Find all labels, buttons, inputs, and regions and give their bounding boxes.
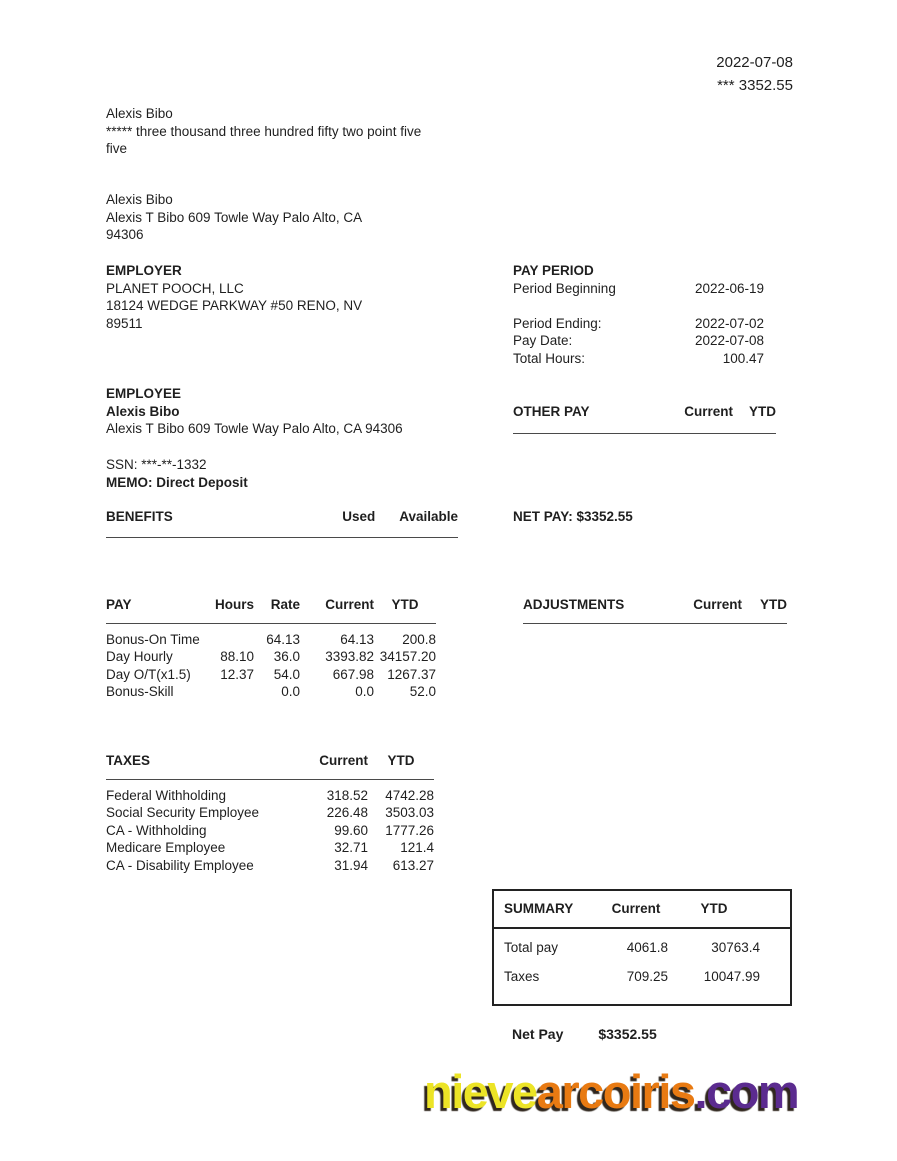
benefits-header <box>106 508 458 538</box>
pay-row <box>106 683 436 701</box>
pay-cell-current: 667.98 <box>332 666 374 682</box>
other-pay-col-ytd: YTD <box>749 404 776 419</box>
pay-cell-name: Bonus-On Time <box>106 631 200 647</box>
taxes-table <box>106 752 434 874</box>
pay-cell-ytd: 34157.20 <box>379 649 436 664</box>
spacer <box>563 1026 598 1044</box>
pay-cell-ytd: 200.8 <box>402 631 436 647</box>
summary-row <box>494 939 790 957</box>
employer-heading: EMPLOYER <box>106 263 182 278</box>
taxes-col-name: TAXES <box>106 753 151 768</box>
watermark-part-arcoiris: arcoiris <box>536 1065 695 1118</box>
taxes-col-current: Current <box>319 753 368 768</box>
summary-cell-ytd: 30763.4 <box>711 939 760 955</box>
tax-cell-current: 99.60 <box>334 822 368 838</box>
pay-col-current: Current <box>325 597 374 612</box>
summary-row <box>494 968 790 986</box>
pay-col-hours: Hours <box>214 597 254 612</box>
tax-cell-current: 226.48 <box>326 805 368 820</box>
net-pay-summary <box>512 1026 657 1044</box>
tax-cell-current: 318.52 <box>326 787 368 803</box>
tax-row <box>106 857 434 875</box>
pay-cell-hours <box>210 683 254 701</box>
benefits-col-used: Used <box>342 509 376 524</box>
summary-col-ytd: YTD <box>700 901 728 916</box>
tax-cell-ytd: 3503.03 <box>385 805 434 820</box>
check-amount-masked: *** 3352.55 <box>717 77 793 94</box>
summary-cell-ytd: 10047.99 <box>703 969 760 984</box>
pay-col-ytd: YTD <box>391 597 419 612</box>
employee-name: Alexis Bibo <box>106 403 180 419</box>
summary-cell-current: 709.25 <box>626 969 668 984</box>
pay-row <box>106 666 436 684</box>
tax-cell-name: Medicare Employee <box>106 840 226 855</box>
pay-cell-name: Day Hourly <box>106 649 173 664</box>
pay-cell-name: Day O/T(x1.5) <box>106 666 191 682</box>
pay-period-row <box>513 332 764 350</box>
adjustments-heading: ADJUSTMENTS <box>523 597 625 612</box>
other-pay-header <box>513 403 776 434</box>
pay-col-rate: Rate <box>270 597 300 612</box>
payee-address-block <box>106 191 466 244</box>
employer-name: PLANET POOCH, LLC <box>106 280 244 296</box>
amount-in-words-line2: five <box>106 141 128 156</box>
payee-address-name: Alexis Bibo <box>106 192 173 207</box>
pay-cell-rate: 36.0 <box>273 649 300 664</box>
payee-name: Alexis Bibo <box>106 106 173 121</box>
adjustments-section <box>523 596 787 624</box>
payee-block <box>106 105 466 158</box>
tax-row <box>106 839 434 857</box>
summary-header <box>494 891 790 929</box>
employee-section <box>106 385 486 438</box>
tax-cell-current: 32.71 <box>334 840 368 855</box>
watermark-part-com: .com <box>694 1065 799 1118</box>
pay-period-value: 2022-07-02 <box>694 315 764 331</box>
ssn-memo-block <box>106 456 486 491</box>
tax-row <box>106 822 434 840</box>
payee-address-line2: 94306 <box>106 227 144 242</box>
taxes-table-body <box>106 787 434 875</box>
adjustments-col-current: Current <box>693 597 742 612</box>
pay-cell-current: 3393.82 <box>325 649 374 664</box>
pay-period-section <box>513 262 764 367</box>
pay-period-row <box>513 280 764 298</box>
pay-period-label: Pay Date: <box>513 333 573 348</box>
taxes-table-header <box>106 752 434 780</box>
pay-cell-rate: 64.13 <box>266 631 300 647</box>
pay-period-value: 100.47 <box>722 350 764 366</box>
spacer <box>513 297 764 315</box>
summary-table <box>492 889 792 1006</box>
pay-period-row <box>513 350 764 368</box>
pay-col-name: PAY <box>106 597 132 612</box>
pay-period-value: 2022-07-08 <box>694 333 764 348</box>
tax-cell-name: CA - Withholding <box>106 822 207 838</box>
memo-line: MEMO: Direct Deposit <box>106 474 248 490</box>
other-pay-col-current: Current <box>684 404 733 419</box>
pay-table <box>106 596 436 701</box>
pay-period-label: Period Ending: <box>513 315 602 331</box>
tax-row <box>106 787 434 805</box>
tax-row <box>106 804 434 822</box>
employee-ssn: SSN: ***-**-1332 <box>106 457 207 472</box>
benefits-col-available: Available <box>399 509 458 524</box>
employer-section <box>106 262 476 332</box>
other-pay-section <box>513 403 776 434</box>
tax-cell-current: 31.94 <box>334 857 368 873</box>
employee-heading: EMPLOYEE <box>106 386 182 401</box>
pay-table-header <box>106 596 436 624</box>
pay-cell-rate: 54.0 <box>273 666 300 682</box>
tax-cell-name: Federal Withholding <box>106 787 227 803</box>
net-pay-value: $3352.55 <box>598 1026 657 1042</box>
pay-cell-ytd: 52.0 <box>409 684 436 699</box>
tax-cell-name: Social Security Employee <box>106 805 260 820</box>
pay-cell-hours: 12.37 <box>220 666 254 682</box>
employee-address: Alexis T Bibo 609 Towle Way Palo Alto, CA 94306 <box>106 421 403 436</box>
pay-period-row <box>513 315 764 333</box>
adjustments-header <box>523 596 787 624</box>
other-pay-heading: OTHER PAY <box>513 404 590 419</box>
summary-cell-label: Total pay <box>504 939 559 955</box>
pay-row <box>106 648 436 666</box>
tax-cell-name: CA - Disability Employee <box>106 857 254 873</box>
tax-cell-ytd: 1777.26 <box>385 822 434 838</box>
summary-cell-label: Taxes <box>504 969 540 984</box>
tax-cell-ytd: 121.4 <box>400 840 434 855</box>
pay-cell-current: 64.13 <box>340 631 374 647</box>
pay-cell-hours <box>210 631 254 649</box>
pay-cell-ytd: 1267.37 <box>387 666 436 682</box>
check-date: 2022-07-08 <box>716 54 793 71</box>
net-pay-label: Net Pay <box>512 1026 564 1042</box>
pay-period-label: Total Hours: <box>513 350 586 366</box>
summary-cell-current: 4061.8 <box>626 939 668 955</box>
pay-period-heading: PAY PERIOD <box>513 263 594 278</box>
employer-address-line1: 18124 WEDGE PARKWAY #50 RENO, NV <box>106 298 363 313</box>
tax-cell-ytd: 4742.28 <box>385 787 434 803</box>
taxes-col-ytd: YTD <box>387 753 415 768</box>
payee-address-line1: Alexis T Bibo 609 Towle Way Palo Alto, CA <box>106 209 363 225</box>
watermark-logo <box>424 1066 864 1118</box>
summary-heading: SUMMARY <box>504 901 574 916</box>
pay-period-value: 2022-06-19 <box>694 280 764 296</box>
benefits-heading: BENEFITS <box>106 509 173 524</box>
tax-cell-ytd: 613.27 <box>392 857 434 873</box>
pay-period-label: Period Beginning <box>513 280 616 296</box>
net-pay-line: NET PAY: $3352.55 <box>513 509 633 524</box>
summary-col-current: Current <box>611 901 661 916</box>
pay-cell-rate: 0.0 <box>281 684 300 699</box>
employer-address-line2: 89511 <box>106 315 143 331</box>
pay-cell-current: 0.0 <box>355 684 374 699</box>
pay-row <box>106 631 436 649</box>
check-header <box>716 51 793 97</box>
pay-cell-hours: 88.10 <box>220 649 254 664</box>
benefits-section <box>106 508 458 538</box>
watermark-part-nieve: nieve <box>424 1065 537 1118</box>
adjustments-col-ytd: YTD <box>760 597 787 612</box>
pay-cell-name: Bonus-Skill <box>106 684 174 699</box>
amount-in-words-line1: ***** three thousand three hundred fifty two point five <box>106 123 422 139</box>
pay-table-body <box>106 631 436 701</box>
